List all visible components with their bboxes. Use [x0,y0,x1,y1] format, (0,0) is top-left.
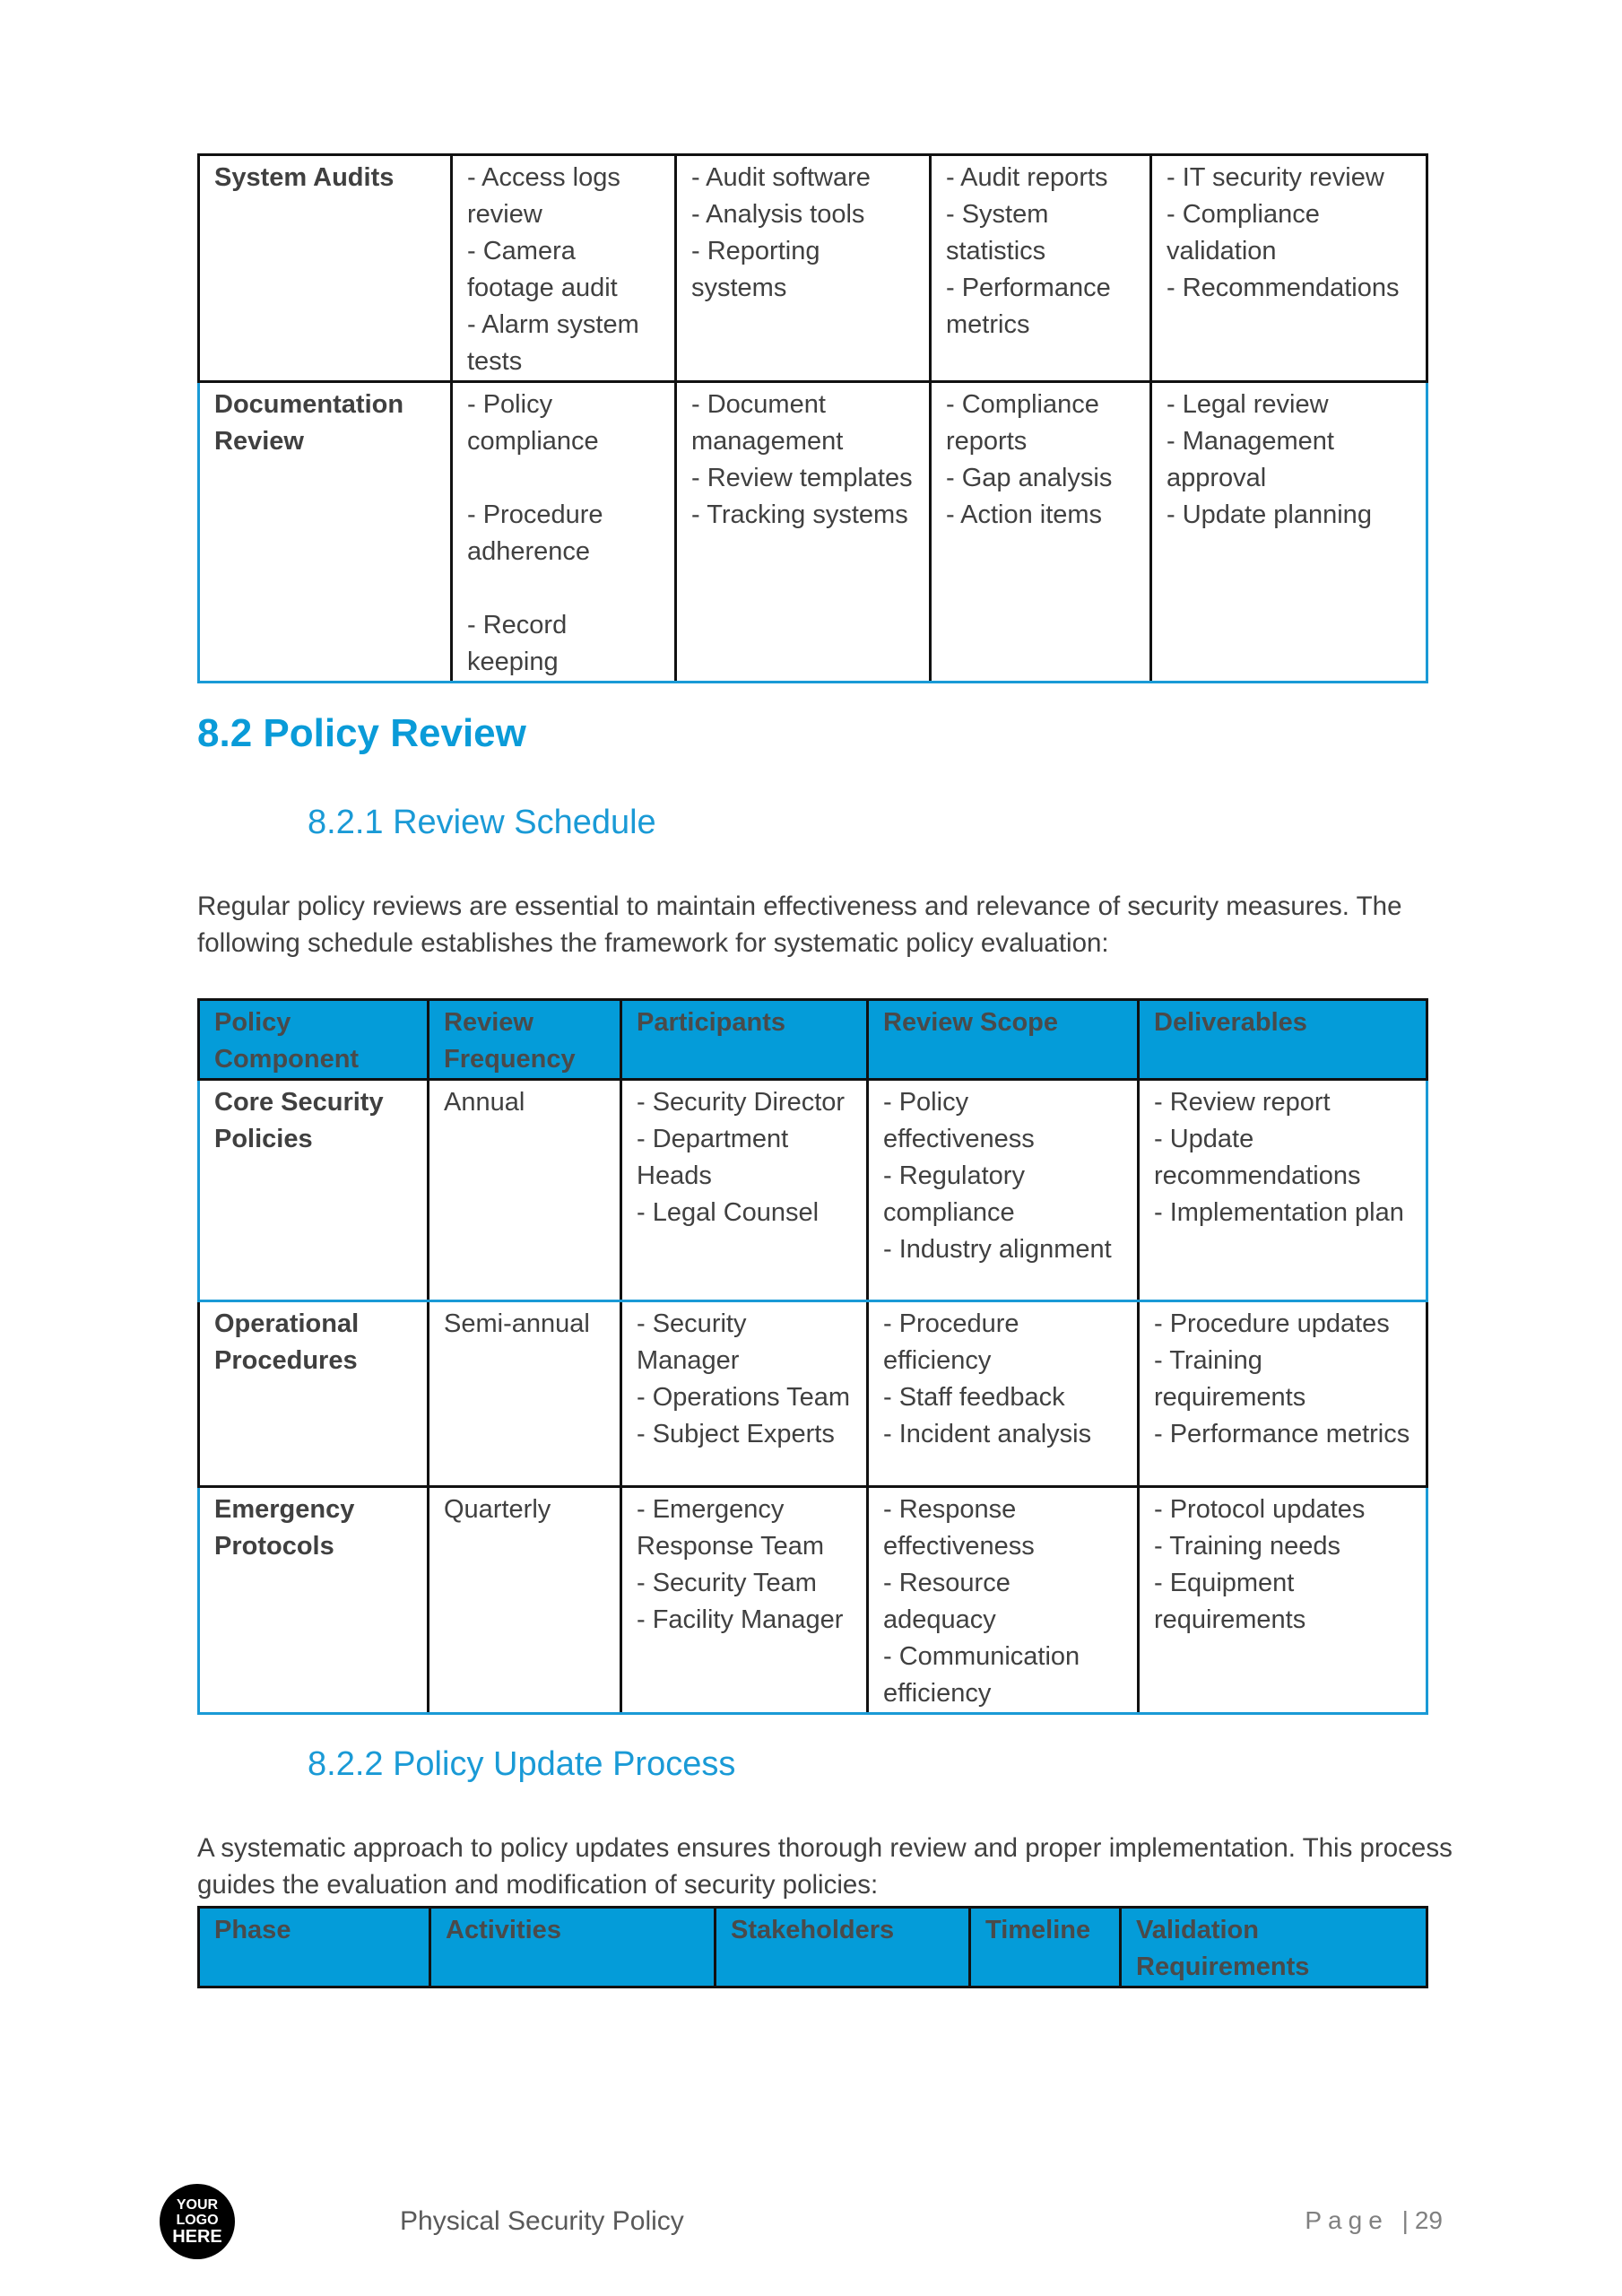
audit-row-name: Documentation Review [199,382,452,683]
cell-list-item: - Regulatory compliance [883,1161,1025,1227]
cell-list-item: - Gap analysis [946,464,1113,492]
column-header: Timeline [970,1908,1121,1987]
review-frequency: Semi-annual [429,1301,621,1487]
cell-list-item: - Procedure efficiency [883,1309,1019,1375]
policy-component: Core Security Policies [199,1080,429,1301]
cell-list-item: - Equipment requirements [1154,1569,1306,1634]
table-row [199,1487,1427,1714]
cell-list-item: - Facility Manager [637,1605,844,1634]
update-process-table [197,1906,1428,1988]
column-header: Stakeholders [716,1908,970,1987]
cell-list-item: - Action items [946,500,1103,529]
logo-placeholder [160,2184,235,2259]
cell-list-item: - Legal review [1167,390,1329,419]
cell-list-item: - Security Director [637,1088,846,1117]
audit-table [197,153,1428,683]
table-header-row [199,1000,1427,1080]
audit-cell [676,155,931,382]
cell-list-item: - Analysis tools [691,200,865,229]
cell-list-item: - Implementation plan [1154,1198,1404,1227]
page-label: Page [1305,2206,1389,2234]
review-frequency: Annual [429,1080,621,1301]
table-row [199,382,1427,683]
audit-row-name: System Audits [199,155,452,382]
cell-list-item: - Operations Team [637,1383,851,1412]
deliverables-cell [1139,1487,1427,1714]
audit-cell [452,382,676,683]
subsection-heading-8-2-2: 8.2.2 Policy Update Process [308,1745,736,1783]
cell-list-item: - Document management [691,390,844,456]
audit-cell [676,382,931,683]
cell-list-item: - Access logs review [467,163,620,229]
section-heading-8-2: 8.2 Policy Review [197,711,526,755]
cell-list-item: - Incident analysis [883,1420,1092,1448]
policy-component: Emergency Protocols [199,1487,429,1714]
cell-list-item: - Update planning [1167,500,1372,529]
page-separator: | [1401,2206,1415,2234]
column-header: Policy Component [199,1000,429,1080]
logo-text: YOUR [176,2196,219,2213]
table-header-row [199,1908,1427,1987]
audit-cell [1151,155,1427,382]
review-scope-cell [868,1080,1139,1301]
cell-list-item: - Audit software [691,163,871,192]
review-schedule-paragraph: Regular policy reviews are essential to maintain effectiveness and relevance of security measures. The following schedule establishes the framework for systematic policy evaluation: [197,891,1402,958]
column-header: Validation Requirements [1121,1908,1427,1987]
column-header: Phase [199,1908,430,1987]
update-process-paragraph: A systematic approach to policy updates ensures thorough review and proper implementation. This process guides the evaluation and modification of security policies: [197,1833,1453,1900]
cell-list-item: - Management approval [1167,427,1334,492]
logo-text: LOGO [176,2212,219,2228]
cell-list-item: - Audit reports [946,163,1108,192]
cell-list-item: - Communication efficiency [883,1642,1080,1708]
cell-list-item: - Protocol updates [1154,1495,1366,1524]
footer-page-number [1305,2206,1443,2235]
audit-cell [452,155,676,382]
table-row [199,1301,1427,1487]
cell-list-item: - Update recommendations [1154,1125,1361,1190]
audit-cell [931,155,1151,382]
policy-component: Operational Procedures [199,1301,429,1487]
cell-list-item: - Resource adequacy [883,1569,1010,1634]
deliverables-cell [1139,1301,1427,1487]
cell-list-item: - Security Manager [637,1309,747,1375]
deliverables-cell [1139,1080,1427,1301]
review-scope-cell [868,1301,1139,1487]
cell-list-item: - Review templates [691,464,913,492]
cell-list-item: - Reporting systems [691,237,820,302]
cell-list-item: - Performance metrics [1154,1420,1410,1448]
cell-list-item: - Record keeping [467,611,568,676]
column-header: Review Scope [868,1000,1139,1080]
cell-list-item: - Performance metrics [946,274,1111,339]
audit-cell [1151,382,1427,683]
column-header: Review Frequency [429,1000,621,1080]
cell-list-item: - Industry alignment [883,1235,1112,1264]
column-header: Activities [430,1908,716,1987]
cell-list-item: - Recommendations [1167,274,1400,302]
page-number: 29 [1414,2206,1443,2234]
cell-list-item: - Alarm system tests [467,310,639,376]
logo-text: HERE [172,2226,222,2247]
cell-list-item: - Policy effectiveness [883,1088,1035,1153]
cell-list-item: - Compliance validation [1167,200,1320,265]
cell-list-item: - Subject Experts [637,1420,835,1448]
review-scope-cell [868,1487,1139,1714]
subsection-heading-8-2-1: 8.2.1 Review Schedule [308,804,656,841]
footer-document-title: Physical Security Policy [400,2206,684,2236]
cell-list-item: - Response effectiveness [883,1495,1035,1561]
cell-list-item: - Review report [1154,1088,1331,1117]
participants-cell [621,1301,868,1487]
column-header: Deliverables [1139,1000,1427,1080]
review-frequency: Quarterly [429,1487,621,1714]
participants-cell [621,1080,868,1301]
cell-list-item: - Training needs [1154,1532,1340,1561]
cell-list-item: - Compliance reports [946,390,1099,456]
cell-spacer [467,460,660,497]
cell-list-item: - Legal Counsel [637,1198,820,1227]
audit-cell [931,382,1151,683]
table-row [199,155,1427,382]
cell-list-item: - Training requirements [1154,1346,1306,1412]
cell-list-item: - Emergency Response Team [637,1495,825,1561]
cell-list-item: - Camera footage audit [467,237,618,302]
cell-list-item: - Procedure updates [1154,1309,1390,1338]
participants-cell [621,1487,868,1714]
cell-list-item: - Department Heads [637,1125,789,1190]
cell-list-item: - Tracking systems [691,500,908,529]
table-row [199,1080,1427,1301]
cell-list-item: - Staff feedback [883,1383,1065,1412]
cell-spacer [467,570,660,607]
column-header: Participants [621,1000,868,1080]
cell-list-item: - Procedure adherence [467,500,603,566]
cell-list-item: - System statistics [946,200,1049,265]
cell-list-item: - Policy compliance [467,390,599,456]
cell-list-item: - Security Team [637,1569,817,1597]
review-schedule-table [197,998,1428,1715]
cell-list-item: - IT security review [1167,163,1384,192]
